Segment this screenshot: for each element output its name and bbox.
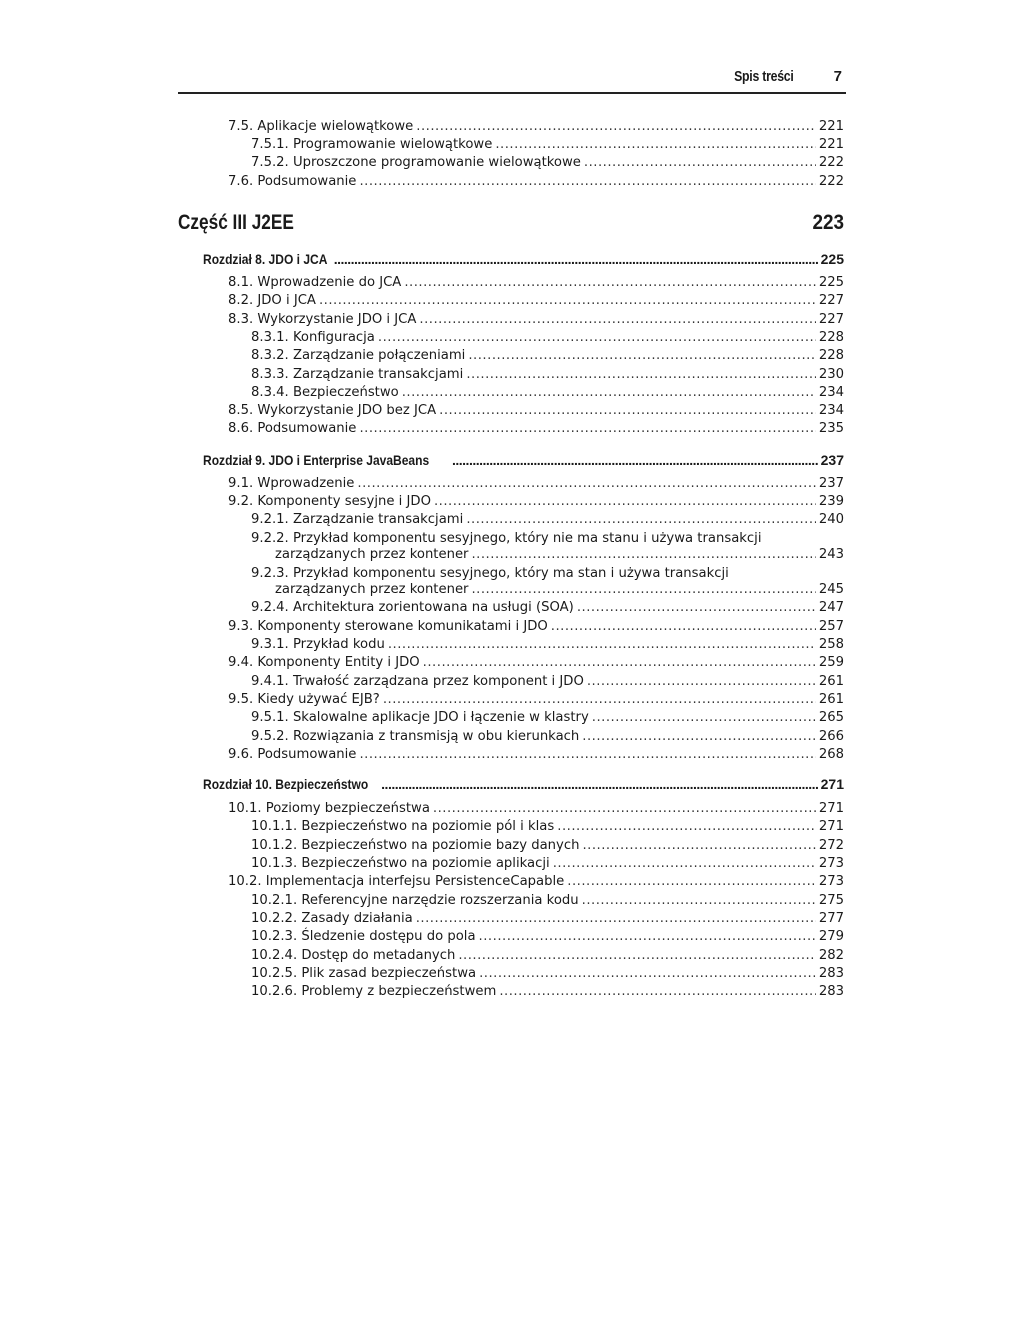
- toc-entry-label: 10.1.2. Bezpieczeństwo na poziomie bazy danych: [251, 838, 580, 853]
- leader-dots: [416, 911, 816, 927]
- toc-entry-label: 8.1. Wprowadzenie do JCA: [228, 275, 402, 290]
- toc-entry-page: 283: [818, 966, 844, 981]
- toc-entry-label: 9.6. Podsumowanie: [228, 747, 357, 762]
- leader-dots: [404, 275, 816, 291]
- leader-dots: [359, 747, 815, 763]
- toc-entry-page: 266: [818, 729, 844, 744]
- running-header-title: Spis treści: [734, 68, 794, 85]
- toc-entry[interactable]: [275, 547, 844, 563]
- toc-entry-page: 282: [818, 948, 844, 963]
- toc-entry-page: 227: [818, 293, 844, 308]
- leader-dots: [458, 948, 815, 964]
- toc-entry[interactable]: [251, 893, 844, 909]
- toc-entry[interactable]: [228, 494, 844, 510]
- leader-dots: [388, 637, 816, 653]
- leader-dots: [468, 348, 815, 364]
- toc-entry-page: 279: [818, 929, 844, 944]
- toc-entry-page: 222: [818, 174, 844, 189]
- toc-entry-label: 9.4.1. Trwałość zarządzana przez komponent i JDO: [251, 674, 584, 689]
- leader-dots: [584, 155, 816, 171]
- toc-entry-label: 9.2. Komponenty sesyjne i JDO: [228, 494, 431, 509]
- toc-entry[interactable]: [228, 403, 844, 419]
- toc-entry-label: 7.5.2. Uproszczone programowanie wielowątkowe: [251, 155, 581, 170]
- toc-entry[interactable]: [251, 155, 844, 171]
- leader-dots: [383, 692, 816, 708]
- toc-entry[interactable]: [251, 710, 844, 726]
- toc-entry[interactable]: [228, 293, 844, 309]
- toc-entry-page: 230: [818, 367, 844, 382]
- toc-entry[interactable]: [251, 600, 844, 616]
- toc-entry-label-line1[interactable]: 9.2.3. Przykład komponentu sesyjnego, który ma stan i używa transakcji: [251, 566, 729, 581]
- leader-dots: [479, 966, 816, 982]
- leader-dots: [479, 929, 816, 945]
- toc-entry-page: 273: [818, 856, 844, 871]
- leader-dots: [471, 547, 815, 563]
- toc-entry-page: 225: [818, 275, 844, 290]
- toc-entry-label: 8.2. JDO i JCA: [228, 293, 316, 308]
- leader-dots: [402, 385, 816, 401]
- toc-entry-label: 8.3.2. Zarządzanie połączeniami: [251, 348, 466, 363]
- toc-entry[interactable]: [251, 729, 844, 745]
- toc-entry-label-line1[interactable]: 9.2.2. Przykład komponentu sesyjnego, który nie ma stanu i używa transakcji: [251, 531, 762, 546]
- toc-entry-page: 275: [818, 893, 844, 908]
- leader-dots: [423, 655, 816, 671]
- leader-dots: [495, 137, 816, 153]
- toc-entry-label: 10.2.3. Śledzenie dostępu do pola: [251, 929, 476, 944]
- leader-dots: [416, 119, 816, 135]
- toc-entry-page: 283: [818, 984, 844, 999]
- toc-entry[interactable]: [251, 838, 844, 854]
- toc-entry-page: 237: [818, 476, 844, 491]
- toc-entry-page: 239: [818, 494, 844, 509]
- toc-entry-page: 268: [818, 747, 844, 762]
- toc-entry-label: 7.5.1. Programowanie wielowątkowe: [251, 137, 493, 152]
- leader-dots: [551, 619, 816, 635]
- leader-dots: [452, 452, 819, 469]
- toc-entry-label: 8.3.3. Zarządzanie transakcjami: [251, 367, 464, 382]
- toc-entry[interactable]: [251, 385, 844, 401]
- header-rule: [178, 92, 846, 94]
- toc-entry[interactable]: [251, 966, 844, 982]
- toc-entry[interactable]: [228, 619, 844, 635]
- toc-entry-page: 235: [818, 421, 844, 436]
- leader-dots: [582, 893, 816, 909]
- toc-entry[interactable]: [228, 275, 844, 291]
- toc-entry-label: 8.6. Podsumowanie: [228, 421, 357, 436]
- chapter-heading[interactable]: [203, 776, 844, 793]
- toc-entry-page: 228: [818, 330, 844, 345]
- toc-entry[interactable]: [228, 119, 844, 135]
- toc-entry-label: 9.2.4. Architektura zorientowana na usługi (SOA): [251, 600, 574, 615]
- toc-entry-label: 10.2.1. Referencyjne narzędzie rozszerzania kodu: [251, 893, 579, 908]
- toc-entry-page: 272: [818, 838, 844, 853]
- leader-dots: [466, 367, 816, 383]
- toc-entry[interactable]: [251, 911, 844, 927]
- chapter-heading-label: Rozdział 9. JDO i Enterprise JavaBeans: [203, 452, 430, 468]
- toc-entry[interactable]: [228, 174, 844, 190]
- leader-dots: [471, 582, 815, 598]
- toc-entry-label: 10.1.1. Bezpieczeństwo na poziomie pól i klas: [251, 819, 555, 834]
- toc-entry-label: 9.5.2. Rozwiązania z transmisją w obu kierunkach: [251, 729, 580, 744]
- toc-entry[interactable]: [251, 137, 844, 153]
- toc-entry[interactable]: [228, 655, 844, 671]
- toc-entry-label: 10.2. Implementacja interfejsu PersistenceCapable: [228, 874, 565, 889]
- toc-entry-label: 8.3.4. Bezpieczeństwo: [251, 385, 399, 400]
- toc-entry-label: 10.2.6. Problemy z bezpieczeństwem: [251, 984, 497, 999]
- toc-entry[interactable]: [251, 348, 844, 364]
- toc-entry[interactable]: [251, 512, 844, 528]
- chapter-heading-label: Rozdział 8. JDO i JCA: [203, 251, 328, 267]
- toc-entry[interactable]: [228, 874, 844, 890]
- toc-entry-page: 273: [818, 874, 844, 889]
- toc-entry[interactable]: [228, 421, 844, 437]
- toc-entry[interactable]: [228, 476, 844, 492]
- toc-entry-page: 221: [818, 119, 844, 134]
- toc-entry-page: 245: [818, 582, 844, 597]
- leader-dots: [334, 251, 819, 268]
- toc-entry-page: 243: [818, 547, 844, 562]
- toc-entry-label: 9.3.1. Przykład kodu: [251, 637, 385, 652]
- toc-entry-page: 271: [818, 801, 844, 816]
- chapter-heading[interactable]: [203, 251, 844, 268]
- chapter-heading-page: 225: [820, 251, 844, 267]
- leader-dots: [434, 494, 816, 510]
- toc-entry-label: 10.2.5. Plik zasad bezpieczeństwa: [251, 966, 477, 981]
- toc-entry-label: 9.3. Komponenty sterowane komunikatami i JDO: [228, 619, 548, 634]
- toc-entry[interactable]: [251, 637, 844, 653]
- toc-entry-page: 234: [818, 403, 844, 418]
- running-header: [178, 68, 846, 90]
- leader-dots: [582, 838, 815, 854]
- leader-dots: [439, 403, 816, 419]
- leader-dots: [466, 512, 816, 528]
- chapter-heading-page: 271: [820, 776, 844, 792]
- toc-entry[interactable]: [251, 674, 844, 690]
- toc-entry-page: 258: [818, 637, 844, 652]
- toc-entry[interactable]: [251, 330, 844, 346]
- toc-entry[interactable]: [228, 747, 844, 763]
- toc-entry[interactable]: [251, 948, 844, 964]
- toc-entry[interactable]: [228, 692, 844, 708]
- leader-dots: [567, 874, 816, 890]
- toc-entry-page: 227: [818, 312, 844, 327]
- toc-entry-page: 261: [818, 674, 844, 689]
- toc-entry-page: 222: [818, 155, 844, 170]
- leader-dots: [553, 856, 816, 872]
- running-header-page-number: 7: [833, 68, 842, 85]
- toc-entry[interactable]: [275, 582, 844, 598]
- toc-entry[interactable]: [251, 984, 844, 1000]
- leader-dots: [357, 476, 815, 492]
- leader-dots: [433, 801, 816, 817]
- toc-entry-page: 277: [818, 911, 844, 926]
- chapter-heading-page: 237: [820, 452, 844, 468]
- leader-dots: [592, 710, 816, 726]
- toc-entry-label-line2: zarządzanych przez kontener: [275, 582, 469, 597]
- toc-entry-label: 10.1. Poziomy bezpieczeństwa: [228, 801, 430, 816]
- toc-entry-page: 228: [818, 348, 844, 363]
- toc-entry[interactable]: [251, 367, 844, 383]
- toc-entry-page: 234: [818, 385, 844, 400]
- leader-dots: [319, 293, 816, 309]
- leader-dots: [359, 174, 815, 190]
- leader-dots: [577, 600, 816, 616]
- toc-entry-label: 10.1.3. Bezpieczeństwo na poziomie aplikacji: [251, 856, 550, 871]
- leader-dots: [582, 729, 816, 745]
- toc-entry-label: 7.5. Aplikacje wielowątkowe: [228, 119, 414, 134]
- toc-entry-page: 271: [818, 819, 844, 834]
- toc-entry[interactable]: [251, 819, 844, 835]
- toc-entry-label-line2: zarządzanych przez kontener: [275, 547, 469, 562]
- toc-entry-label: 9.5.1. Skalowalne aplikacje JDO i łączenie w klastry: [251, 710, 589, 725]
- toc-entry-page: 261: [818, 692, 844, 707]
- chapter-heading[interactable]: [203, 452, 844, 469]
- leader-dots: [359, 421, 815, 437]
- leader-dots: [499, 984, 815, 1000]
- toc-entry-label: 7.6. Podsumowanie: [228, 174, 357, 189]
- toc-entry-label: 9.4. Komponenty Entity i JDO: [228, 655, 420, 670]
- toc-entry[interactable]: [251, 856, 844, 872]
- toc-entry[interactable]: [228, 801, 844, 817]
- toc-entry-label: 8.5. Wykorzystanie JDO bez JCA: [228, 403, 437, 418]
- leader-dots: [419, 312, 815, 328]
- toc-entry-label: 9.2.1. Zarządzanie transakcjami: [251, 512, 464, 527]
- toc-entry-label: 9.1. Wprowadzenie: [228, 476, 355, 491]
- toc-entry-label: 8.3.1. Konfiguracja: [251, 330, 375, 345]
- part-heading-label: Część III J2EE: [178, 211, 294, 234]
- toc-entry[interactable]: [228, 312, 844, 328]
- leader-dots: [557, 819, 816, 835]
- toc-entry-label: 10.2.2. Zasady działania: [251, 911, 413, 926]
- toc-entry-label: 9.5. Kiedy używać EJB?: [228, 692, 380, 707]
- part-heading[interactable]: [178, 211, 844, 239]
- toc-entry-page: 257: [818, 619, 844, 634]
- leader-dots: [378, 330, 816, 346]
- toc-entry-page: 221: [818, 137, 844, 152]
- leader-dots: [587, 674, 816, 690]
- toc-entry-page: 265: [818, 710, 844, 725]
- toc-entry-label: 8.3. Wykorzystanie JDO i JCA: [228, 312, 417, 327]
- chapter-heading-label: Rozdział 10. Bezpieczeństwo: [203, 776, 369, 792]
- toc-entry-page: 247: [818, 600, 844, 615]
- toc-entry-label: 10.2.4. Dostęp do metadanych: [251, 948, 456, 963]
- toc-entry-page: 240: [818, 512, 844, 527]
- part-heading-page: 223: [812, 211, 844, 234]
- leader-dots: [381, 776, 818, 793]
- toc-entry-page: 259: [818, 655, 844, 670]
- toc-entry[interactable]: [251, 929, 844, 945]
